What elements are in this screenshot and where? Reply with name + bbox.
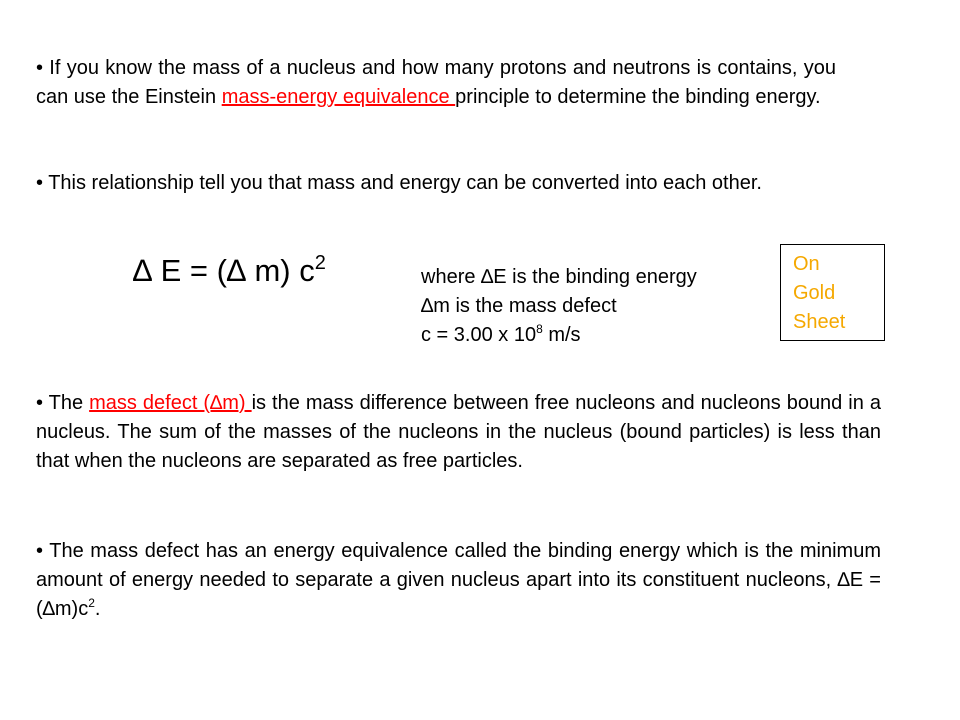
definition-delta-m: ∆m is the mass defect xyxy=(421,295,617,317)
bullet-mass-energy-conversion xyxy=(36,169,850,198)
bullet-4-text-after: . xyxy=(94,598,101,620)
note-line-3: Sheet xyxy=(793,311,846,333)
bullet-4-text-before: • The mass defect has an energy equivalence called the binding energy which is the minimum amount of energy needed to separate a given nucleus apart into its constituent nucleons, ∆E = (∆m)c xyxy=(36,540,881,620)
equation-text: ∆ E = (∆ m) c xyxy=(133,253,315,288)
speed-of-light-unit: m/s xyxy=(542,324,581,346)
bullet-3-text-before: • The xyxy=(36,392,90,414)
binding-energy-equation xyxy=(133,253,326,289)
bullet-einstein-principle xyxy=(36,54,836,112)
equation-exponent: 2 xyxy=(314,252,326,274)
bullet-mass-defect-definition xyxy=(36,389,881,476)
bullet-binding-energy-definition xyxy=(36,537,881,624)
bullet-2-text: • This relationship tell you that mass and energy can be converted into each other. xyxy=(36,172,762,194)
bullet-3-text-after: is the mass difference between free nucleons and nucleons bound in a nucleus. The sum of the masses of the nucleons in the nucleus (bound particles) is less than that when the nucleons are separated as free particles. xyxy=(36,392,881,472)
speed-of-light-exponent: 8 xyxy=(536,322,543,336)
note-line-2: Gold xyxy=(793,282,836,304)
speed-of-light-value: c = 3.00 x 10 xyxy=(421,324,537,346)
definition-delta-e: where ∆E is the binding energy xyxy=(421,266,697,288)
equation-definitions xyxy=(421,263,697,350)
definition-speed-of-light xyxy=(421,321,697,350)
bullet-1-text-before: • If you know the mass of a nucleus and how many protons and neutrons is contains, you can use the Einstein xyxy=(36,57,836,108)
mass-defect-term: mass defect (∆m) xyxy=(89,392,252,414)
gold-sheet-note xyxy=(780,244,885,341)
mass-energy-equivalence-term: mass-energy equivalence xyxy=(221,86,456,108)
bullet-4-exponent: 2 xyxy=(88,596,95,610)
bullet-1-text-after: principle to determine the binding energy. xyxy=(455,86,821,108)
note-line-1: On xyxy=(793,253,820,275)
